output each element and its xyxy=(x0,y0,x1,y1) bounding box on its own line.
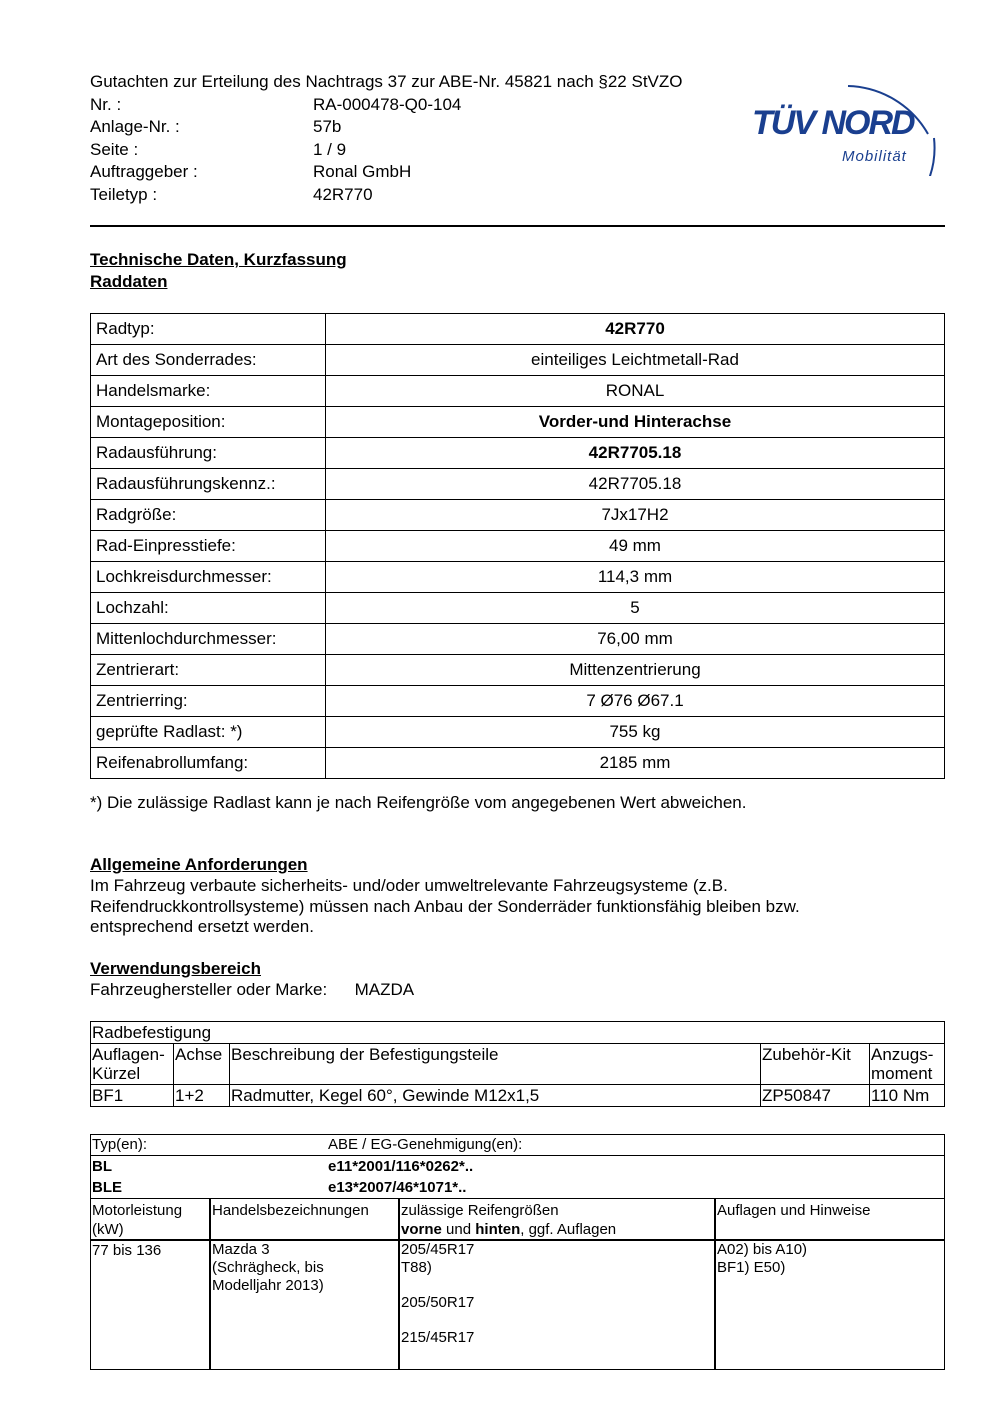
col-header-beschreibung: Beschreibung der Befestigungsteile xyxy=(230,1044,761,1085)
raddaten-key: Mittenlochdurchmesser: xyxy=(91,624,326,655)
raddaten-key: Lochkreisdurchmesser: xyxy=(91,562,326,593)
raddaten-key: Radtyp: xyxy=(91,314,326,345)
table-row xyxy=(91,1085,945,1107)
cell-zubehoer: ZP50847 xyxy=(761,1085,870,1107)
footnote: *) Die zulässige Radlast kann je nach Reifengröße vom angegebenen Wert abweichen. xyxy=(90,793,747,812)
radbefestigung-table xyxy=(90,1021,945,1107)
verwendung-value: MAZDA xyxy=(354,980,415,999)
raddaten-table xyxy=(90,313,945,779)
cell-kw: 77 bis 136 xyxy=(92,1242,162,1259)
raddaten-value: 755 kg xyxy=(326,717,945,748)
raddaten-key: geprüfte Radlast: *) xyxy=(91,717,326,748)
cell-achse: 1+2 xyxy=(174,1085,230,1107)
raddaten-value: 7Jx17H2 xyxy=(326,500,945,531)
raddaten-value: 49 mm xyxy=(326,531,945,562)
raddaten-value: 7 Ø76 Ø67.1 xyxy=(326,686,945,717)
table-row xyxy=(91,500,945,531)
raddaten-key: Reifenabrollumfang: xyxy=(91,748,326,779)
cell-reifen: 205/45R17 T88) 205/50R17 215/45R17 xyxy=(401,1241,475,1346)
col-reifengroessen: zulässige Reifengrößen vorne und hinten, ggf. Auflagen xyxy=(401,1202,617,1238)
typen-block xyxy=(90,1134,945,1370)
allgemein-text xyxy=(90,876,950,938)
tuev-nord-logo xyxy=(748,46,948,176)
table-row xyxy=(91,345,945,376)
raddaten-value: einteiliges Leichtmetall-Rad xyxy=(326,345,945,376)
table-row xyxy=(91,562,945,593)
table-row xyxy=(91,748,945,779)
raddaten-value: 42R7705.18 xyxy=(326,469,945,500)
typ-code: BLE xyxy=(92,1179,122,1196)
allgemein-line: entsprechend ersetzt werden. xyxy=(90,917,314,936)
raddaten-key: Radausführungskennz.: xyxy=(91,469,326,500)
cell-kuerzel: BF1 xyxy=(91,1085,174,1107)
allgemein-line: Im Fahrzeug verbaute sicherheits- und/oder umweltrelevante Fahrzeugsysteme (z.B. xyxy=(90,876,728,895)
table-row xyxy=(91,314,945,345)
header-value: 42R770 xyxy=(313,184,373,204)
col-motorleistung: Motorleistung (kW) xyxy=(92,1202,183,1238)
table-row xyxy=(91,531,945,562)
header-row-auftraggeber xyxy=(90,161,683,184)
table-row xyxy=(91,376,945,407)
raddaten-key: Montageposition: xyxy=(91,407,326,438)
table-row xyxy=(91,686,945,717)
raddaten-key: Zentrierart: xyxy=(91,655,326,686)
header-label: Nr. : xyxy=(90,94,122,114)
header-label: Auftraggeber : xyxy=(90,162,198,181)
col-header-anzugsmoment: Anzugs- moment xyxy=(870,1044,945,1085)
table-row xyxy=(91,624,945,655)
radbefestigung-title: Radbefestigung xyxy=(91,1022,945,1044)
allgemein-title: Allgemeine Anforderungen xyxy=(90,855,308,874)
table-row xyxy=(91,655,945,686)
col-header-kuerzel: Auflagen- Kürzel xyxy=(91,1044,174,1085)
col-handelsbezeichnungen: Handelsbezeichnungen xyxy=(212,1202,369,1219)
typ-code: BL xyxy=(92,1158,112,1175)
col-header-achse: Achse xyxy=(174,1044,230,1085)
table-row xyxy=(91,717,945,748)
raddaten-value: 42R770 xyxy=(326,314,945,345)
cell-handelsbezeichnung: Mazda 3 (Schrägheck, bis Modelljahr 2013) xyxy=(212,1241,324,1294)
raddaten-value: 2185 mm xyxy=(326,748,945,779)
raddaten-value: 114,3 mm xyxy=(326,562,945,593)
header-value: RA-000478-Q0-104 xyxy=(313,94,462,114)
raddaten-key: Handelsmarke: xyxy=(91,376,326,407)
raddaten-value: Vorder-und Hinterachse xyxy=(326,407,945,438)
abe-label: ABE / EG-Genehmigung(en): xyxy=(328,1136,523,1153)
table-row xyxy=(91,593,945,624)
verwendung-label: Fahrzeughersteller oder Marke: xyxy=(90,980,328,999)
raddaten-value: 76,00 mm xyxy=(326,624,945,655)
section-subtitle: Raddaten xyxy=(90,272,168,291)
cell-anzugsmoment: 110 Nm xyxy=(870,1085,945,1107)
header-row-seite xyxy=(90,139,683,162)
raddaten-value: 42R7705.18 xyxy=(326,438,945,469)
cell-beschreibung: Radmutter, Kegel 60°, Gewinde M12x1,5 xyxy=(230,1085,761,1107)
header-row-anlage xyxy=(90,116,683,139)
table-row xyxy=(91,407,945,438)
typen-header xyxy=(91,1135,944,1199)
raddaten-key: Lochzahl: xyxy=(91,593,326,624)
verwendung-line xyxy=(90,980,950,1001)
header-label: Seite : xyxy=(90,139,139,159)
abe-number: e13*2007/46*1071*.. xyxy=(328,1179,467,1196)
raddaten-value: RONAL xyxy=(326,376,945,407)
logo-subtitle: Mobilität xyxy=(842,148,907,165)
header-title: Gutachten zur Erteilung des Nachtrags 37 zur ABE-Nr. 45821 nach §22 StVZO xyxy=(90,72,683,91)
table-row xyxy=(91,469,945,500)
raddaten-value: 5 xyxy=(326,593,945,624)
raddaten-key: Rad-Einpresstiefe: xyxy=(91,531,326,562)
document-header xyxy=(90,71,683,206)
header-value: Ronal GmbH xyxy=(313,162,412,181)
col-auflagen: Auflagen und Hinweise xyxy=(717,1202,871,1219)
cell-hinweise: A02) bis A10) BF1) E50) xyxy=(717,1241,808,1276)
verwendung-title: Verwendungsbereich xyxy=(90,959,261,978)
header-row-nr xyxy=(90,94,683,117)
header-label: Anlage-Nr. : xyxy=(90,117,180,136)
raddaten-key: Radgröße: xyxy=(91,500,326,531)
header-row-teiletyp xyxy=(90,184,683,207)
table-row xyxy=(91,438,945,469)
col-header-zubehoer: Zubehör-Kit xyxy=(761,1044,870,1085)
header-label: Teiletyp : xyxy=(90,184,158,204)
logo-name: TÜV NORD xyxy=(752,104,914,142)
typen-label: Typ(en): xyxy=(92,1136,148,1153)
section-title: Technische Daten, Kurzfassung xyxy=(90,250,347,269)
raddaten-key: Radausführung: xyxy=(91,438,326,469)
allgemein-line: Reifendruckkontrollsysteme) müssen nach Anbau der Sonderräder funktionsfähig bleiben bzw. xyxy=(90,896,800,916)
raddaten-key: Art des Sonderrades: xyxy=(91,345,326,376)
raddaten-value: Mittenzentrierung xyxy=(326,655,945,686)
raddaten-key: Zentrierring: xyxy=(91,686,326,717)
header-divider xyxy=(90,225,945,227)
header-value: 57b xyxy=(313,117,342,136)
header-value: 1 / 9 xyxy=(313,139,347,159)
abe-number: e11*2001/116*0262*.. xyxy=(328,1158,474,1175)
